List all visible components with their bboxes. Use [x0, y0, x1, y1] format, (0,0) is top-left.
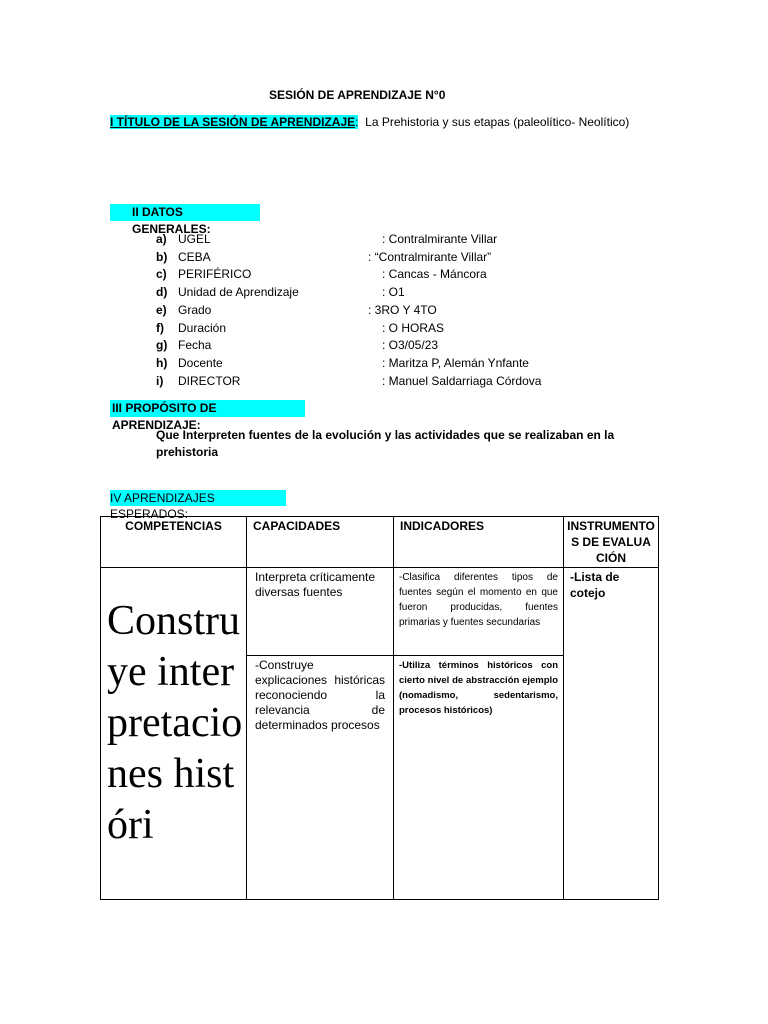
session-topic: La Prehistoria y sus etapas (paleolítico- Neolítico) [358, 115, 630, 129]
item-letter: a) [156, 232, 167, 246]
item-letter: e) [156, 302, 167, 317]
item-value: : Maritza P, Alemán Ynfante [382, 355, 529, 370]
item-value: : Manuel Saldarriaga Córdova [382, 373, 542, 388]
section-title-colon: : [355, 115, 359, 129]
capacidad-cell: Interpreta críticamente diversas fuentes [247, 568, 394, 656]
competencias-table [100, 516, 659, 900]
proposito-text: Que Interpreten fuentes de la evolución y las actividades que se realizaban en la prehistoria [156, 428, 615, 459]
session-title: SESIÓN DE APRENDIZAJE N°0 [269, 88, 446, 102]
item-value: : 3RO Y 4TO [368, 302, 437, 317]
section-proposito-heading: III PROPÓSITO DE APRENDIZAJE: [110, 400, 305, 417]
section-datos-generales-heading: II DATOS GENERALES: [110, 204, 260, 221]
col-header-indicadores: INDICADORES [394, 517, 564, 568]
item-letter: i) [156, 373, 164, 388]
item-value: : Cancas - Máncora [382, 267, 487, 282]
col-header-capacidades: CAPACIDADES [247, 517, 394, 568]
item-label: Duración [178, 320, 227, 335]
item-label: Grado [178, 302, 212, 317]
indicador-cell: -Utiliza términos históricos con cierto nivel de abstracción ejemplo (nomadismo, sedentarismo, procesos históricos) [394, 656, 564, 900]
item-label: CEBA [178, 249, 211, 264]
table-header-row [101, 517, 659, 568]
item-value: : O1 [382, 285, 405, 300]
indicador-cell: -Clasifica diferentes tipos de fuentes según el momento en que fueron producidas, fuentes primarias y fuentes secundarias [394, 568, 564, 656]
instrumento-cell: -Lista de cotejo [564, 568, 659, 900]
item-value: : Contralmirante Villar [382, 232, 498, 246]
col-header-competencias: COMPETENCIAS [101, 517, 247, 568]
item-label: PERIFÉRICO [178, 267, 252, 282]
capacidad-cell: -Construye explicaciones históricas reconociendo la relevancia de determinados procesos [247, 656, 394, 900]
item-label: Docente [178, 355, 223, 370]
item-value: : “Contralmirante Villar” [368, 249, 492, 264]
item-label: Unidad de Aprendizaje [178, 285, 299, 300]
item-label: DIRECTOR [178, 373, 241, 388]
item-label: UGEL [178, 232, 211, 246]
table-row [101, 568, 659, 656]
item-letter: c) [156, 267, 167, 282]
item-value: : O3/05/23 [382, 338, 439, 353]
item-letter: h) [156, 355, 168, 370]
section-aprendizajes-heading: IV APRENDIZAJES ESPERADOS: [110, 490, 286, 506]
section-title-session [110, 115, 629, 129]
col-header-instrumentos: INSTRUMENTOS DE EVALUACIÓN [564, 517, 659, 568]
section-title-label: I TÍTULO DE LA SESIÓN DE APRENDIZAJE [110, 115, 356, 129]
competencia-cell: Construye interpretaciones históri [101, 568, 247, 900]
item-letter: b) [156, 249, 168, 264]
item-label: Fecha [178, 338, 212, 353]
item-letter: d) [156, 285, 168, 300]
item-letter: g) [156, 338, 168, 353]
item-value: : O HORAS [382, 320, 445, 335]
item-letter: f) [156, 320, 164, 335]
